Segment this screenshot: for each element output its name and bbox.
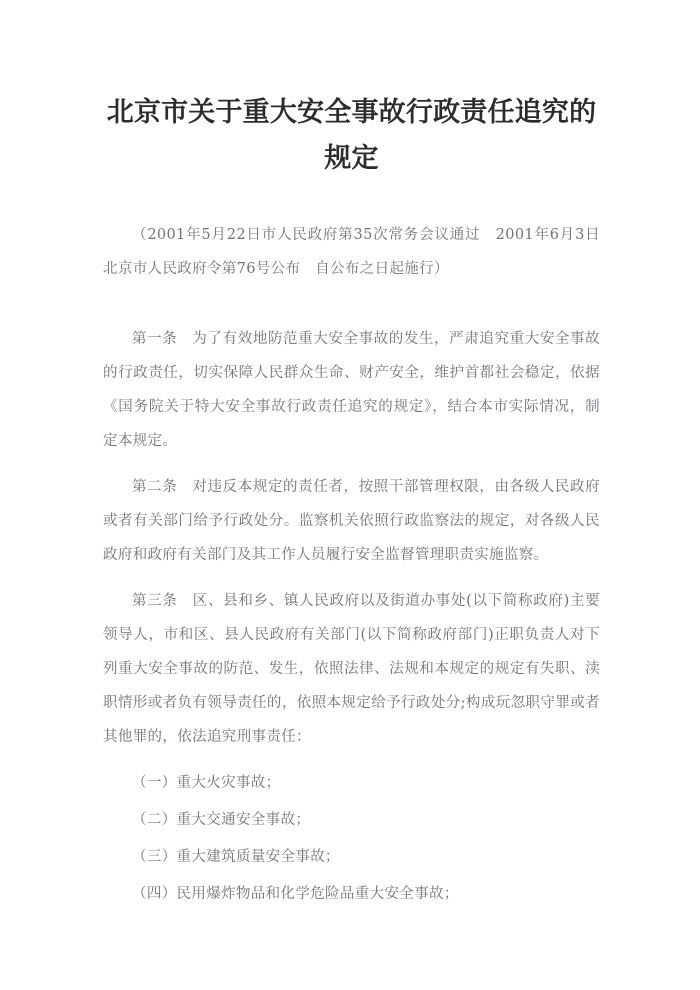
list-item: （三）重大建筑质量安全事故； (132, 849, 340, 865)
document-content (103, 0, 600, 914)
promulgation-note: （2001年5月22日市人民政府第35次常务会议通过 2001年6月3日北京市人民政府令第76号公布 自公布之日起施行） (103, 227, 600, 277)
list-item: （四）民用爆炸物品和化学危险品重大安全事故； (132, 886, 459, 902)
article-list (103, 286, 600, 754)
clause-list (103, 766, 600, 911)
list-item: （二）重大交通安全事故； (132, 812, 311, 828)
page-title: 北京市关于重大安全事故行政责任追究的规定 (106, 97, 597, 174)
list-item: （一）重大火灾事故； (132, 775, 281, 791)
article-paragraph-1: 第一条 为了有效地防范重大安全事故的发生，严肃追究重大安全事故的行政责任，切实保障人民群众生命、财产安全，维护首都社会稳定，依据《国务院关于特大安全事故行政责任追究的规定》，结合本市实际情况，制定本规定。 (103, 331, 600, 449)
article-paragraph-2: 第二条 对违反本规定的责任者，按照干部管理权限，由各级人民政府或者有关部门给予行政处分。监察机关依照行政监察法的规定，对各级人民政府和政府有关部门及其工作人员履行安全监督管理职责实施监察。 (103, 479, 600, 563)
article-paragraph-3: 第三条 区、县和乡、镇人民政府以及街道办事处(以下简称政府)主要领导人，市和区、县人民政府有关部门(以下简称政府部门)正职负责人对下列重大安全事故的防范、发生，依照法律、法规和本规定的规定有失职、渎职情形或者负有领导责任的，依照本规定给予行政处分;构成玩忽职守罪或者其他罪的，依法追究刑事责任： (103, 593, 600, 745)
